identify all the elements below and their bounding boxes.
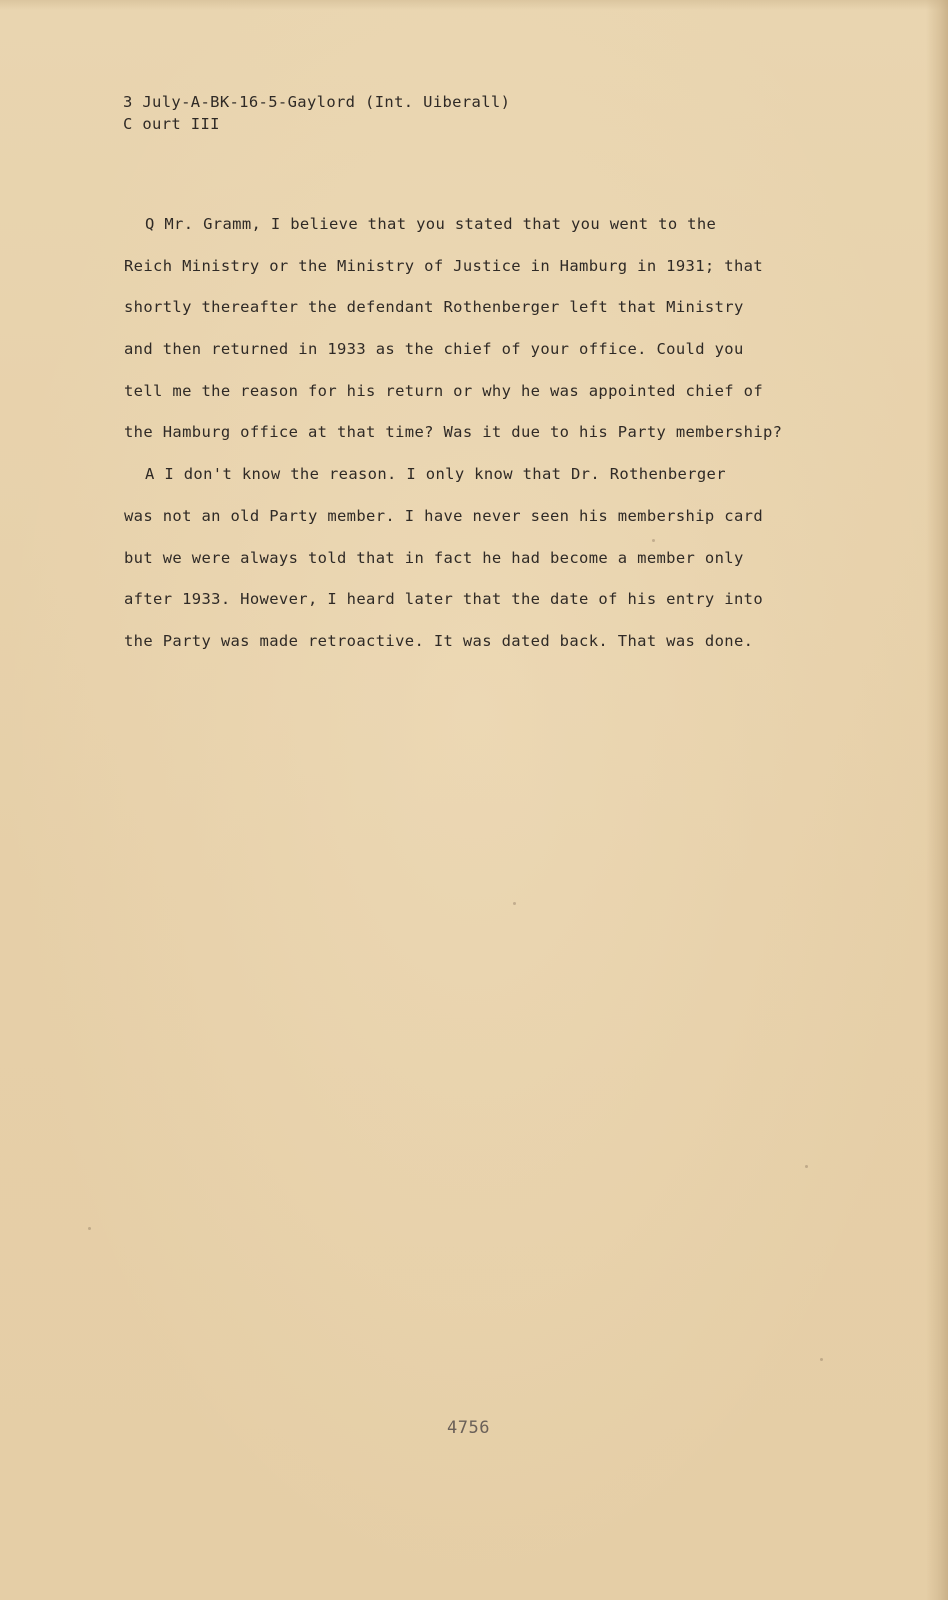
header-reference-line: 3 July-A-BK-16-5-Gaylord (Int. Uiberall) <box>123 93 511 111</box>
paper-right-edge <box>926 0 948 1600</box>
transcript-line: after 1933. However, I heard later that the date of his entry into <box>124 590 763 609</box>
transcript-line: Reich Ministry or the Ministry of Justice in Hamburg in 1931; that <box>124 256 763 275</box>
paper-speck <box>88 1227 91 1230</box>
paper-speck <box>820 1358 823 1361</box>
transcript-line: shortly thereafter the defendant Rothenberger left that Ministry <box>124 298 744 317</box>
transcript-line: but we were always told that in fact he had become a member only <box>124 548 744 567</box>
transcript-body <box>124 214 844 673</box>
paper-speck <box>652 539 655 542</box>
header-court-line: C ourt III <box>123 115 220 133</box>
transcript-line: the Hamburg office at that time? Was it due to his Party membership? <box>124 423 783 442</box>
transcript-line: tell me the reason for his return or why he was appointed chief of <box>124 381 763 400</box>
transcript-line: Q Mr. Gramm, I believe that you stated that you went to the <box>145 215 717 233</box>
paper-top-edge <box>0 0 948 10</box>
transcript-line: the Party was made retroactive. It was dated back. That was done. <box>124 631 754 650</box>
paper-speck <box>513 902 516 905</box>
transcript-line: was not an old Party member. I have never seen his membership card <box>124 506 763 525</box>
transcript-line: A I don't know the reason. I only know that Dr. Rothenberger <box>145 465 726 484</box>
paper-speck <box>805 1165 808 1168</box>
page-number: 4756 <box>447 1418 490 1438</box>
transcript-line: and then returned in 1933 as the chief of your office. Could you <box>124 340 744 359</box>
